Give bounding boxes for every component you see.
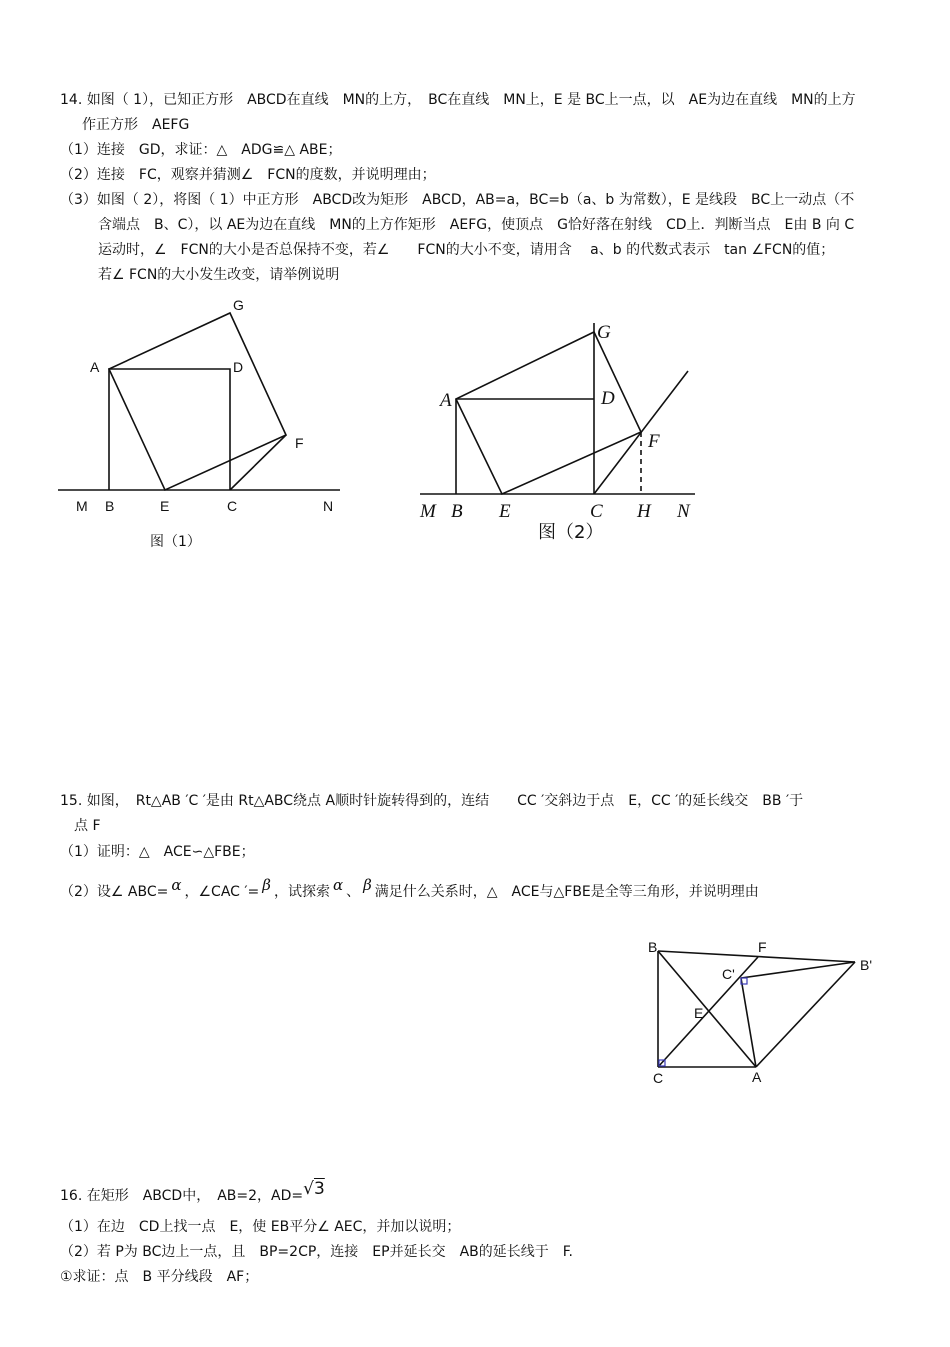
fig2-label-h: H bbox=[637, 501, 651, 522]
sqrt-three bbox=[303, 1179, 325, 1199]
q15-part2 bbox=[60, 876, 759, 901]
q16-part2-sub1: ①求证：点 B 平分线段 AF； bbox=[60, 1269, 259, 1285]
q16-stem bbox=[60, 1179, 325, 1205]
q14-figure-1 bbox=[50, 295, 350, 525]
fig1-label-b: B bbox=[105, 498, 115, 514]
q14-figure-2 bbox=[415, 315, 710, 525]
q15-fig-label-a: A bbox=[752, 1069, 762, 1085]
q16-part1: （1）在边 CD上找一点 E，使 EB平分∠ AEC，并加以说明； bbox=[60, 1219, 461, 1235]
fig2-label-e: E bbox=[499, 501, 511, 522]
alpha-symbol: α bbox=[332, 876, 344, 894]
fig2-label-n: N bbox=[677, 501, 690, 522]
beta-symbol: β bbox=[363, 876, 372, 894]
q16-part2: （2）若 P为 BC边上一点，且 BP=2CP，连接 EP并延长交 AB的延长线于 F. bbox=[60, 1244, 574, 1260]
q14-part3-line1: （3）如图（ 2），将图（ 1）中正方形 ABCD改为矩形 ABCD，AB=a，BC=b（a、b 为常数），E 是线段 BC上一动点（不 bbox=[60, 192, 855, 208]
fig1-label-n: N bbox=[323, 498, 334, 514]
sqrt-value: 3 bbox=[313, 1179, 325, 1199]
q15-fig-label-c: C bbox=[653, 1070, 664, 1086]
q14-stem-line1: 14. 如图（ 1），已知正方形 ABCD在直线 MN的上方， BC在直线 MN上，E 是 BC上一点，以 AE为边在直线 MN的上方 bbox=[60, 92, 856, 108]
fig1-caption: 图（1） bbox=[150, 534, 201, 550]
fig1-label-f: F bbox=[295, 435, 304, 451]
beta-symbol: β bbox=[262, 876, 271, 894]
q15-part2-text-a: （2）设∠ ABC= bbox=[60, 884, 169, 900]
sqrt-sign: √ bbox=[303, 1179, 314, 1199]
q15-stem-line1: 15. 如图， Rt△AB ′C ′是由 Rt△ABC绕点 A顺时针旋转得到的，连结 CC ′交斜边于点 E，CC ′的延长线交 BB ′于 bbox=[60, 793, 804, 809]
fig1-label-e: E bbox=[160, 498, 170, 514]
q15-fig-label-b1: B' bbox=[860, 957, 873, 973]
q15-part2-text-d: 、 bbox=[346, 884, 361, 900]
q16-stem-text: 16. 在矩形 ABCD中， AB=2，AD= bbox=[60, 1188, 304, 1204]
q15-part1: （1）证明：△ ACE∽△FBE； bbox=[60, 844, 255, 860]
q14-part3-line4: 若∠ FCN的大小发生改变，请举例说明 bbox=[98, 267, 340, 283]
fig1-label-a: A bbox=[90, 359, 100, 375]
q15-fig-label-e: E bbox=[694, 1005, 704, 1021]
fig2-label-a: A bbox=[440, 390, 452, 411]
fig2-label-m: M bbox=[420, 501, 436, 522]
q15-part2-text-b: ，∠CAC ′= bbox=[184, 884, 260, 900]
fig2-label-g: G bbox=[597, 322, 611, 343]
q15-part2-text-c: ，试探索 bbox=[273, 884, 330, 900]
q14-part3-line2: 含端点 B、C），以 AE为边在直线 MN的上方作矩形 AEFG，使顶点 G恰好落在射线 CD上．判断当点 E由 B 向 C bbox=[98, 217, 855, 233]
q14-part1: （1）连接 GD，求证：△ ADG≌△ ABE； bbox=[60, 142, 342, 158]
q15-fig-label-b: B bbox=[648, 939, 658, 955]
q14-part3-line3: 运动时，∠ FCN的大小是否总保持不变，若∠ FCN的大小不变，请用含 a、b 的代数式表示 tan ∠FCN的值； bbox=[98, 242, 835, 258]
q15-part2-text-e: 满足什么关系时，△ ACE与△FBE是全等三角形，并说明理由 bbox=[374, 884, 759, 900]
fig1-label-g: G bbox=[233, 297, 244, 313]
fig1-label-d: D bbox=[233, 359, 244, 375]
fig1-label-m: M bbox=[76, 498, 88, 514]
fig2-caption: 图（2） bbox=[538, 522, 604, 543]
alpha-symbol: α bbox=[171, 876, 182, 894]
q15-stem-line2: 点 F bbox=[74, 818, 101, 834]
q15-fig-label-f: F bbox=[758, 939, 767, 955]
q14-part2: （2）连接 FC，观察并猜测∠ FCN的度数，并说明理由； bbox=[60, 167, 436, 183]
fig2-label-f: F bbox=[648, 431, 660, 452]
fig2-label-d: D bbox=[601, 388, 615, 409]
q14-stem-line2: 作正方形 AEFG bbox=[82, 117, 190, 133]
q15-fig-label-c1: C' bbox=[722, 966, 735, 982]
fig2-label-b: B bbox=[451, 501, 463, 522]
q15-figure bbox=[640, 935, 885, 1090]
fig2-label-c: C bbox=[590, 501, 603, 522]
fig1-label-c: C bbox=[227, 498, 238, 514]
